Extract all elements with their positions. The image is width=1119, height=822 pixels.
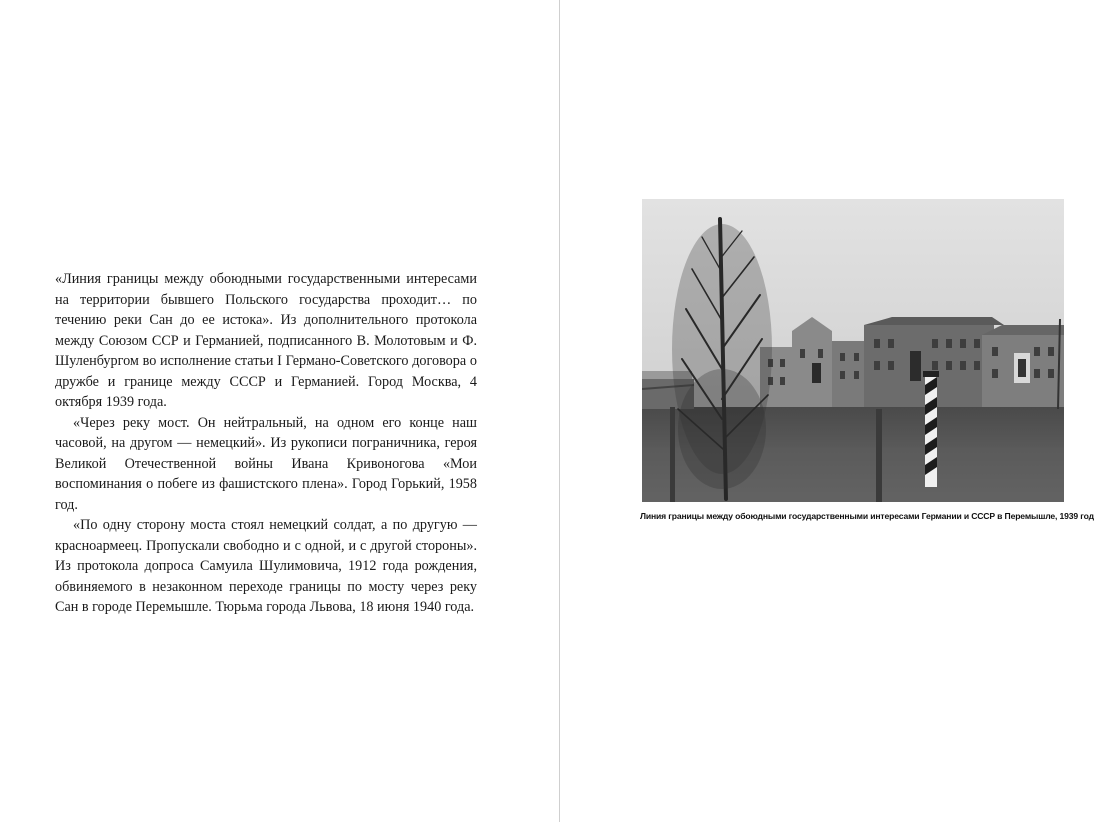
right-page — [560, 0, 1119, 822]
photo-illustration — [642, 199, 1064, 502]
paragraph-1: «Линия границы между обоюдными государственными интересами на территории бывшего Польского государства проходит… по течению реки Сан до ее истока». Из дополнительного протокола между Союзом ССР и Германией, подписанного В. Молотовым и Ф. Шуленбургом во исполнение статьи I Германо-Советского договора о дружбе и границе между СССР и Германией. Город Москва, 4 октября 1939 года. — [55, 271, 477, 410]
paragraph-2: «Через реку мост. Он нейтральный, на одном его конце наш часовой, на другом — немецкий». Из рукописи пограничника, героя Великой Отечественной войны Ивана Кривоногова «Мои воспоминания о побеге из фашистского плена». Город Горький, 1958 год. — [55, 414, 477, 513]
paragraph-3: «По одну сторону моста стоял немецкий солдат, а по другую — красноармеец. Пропускали свободно и с одной, и с другой стороны». Из протокола допроса Самуила Шулимовича, 1912 года рождения, обвиняемого в незаконном переходе границы по мосту через реку Сан в городе Перемышле. Тюрьма города Львова, 18 июня 1940 года. — [55, 517, 477, 615]
left-page — [0, 0, 559, 822]
historical-photo — [642, 199, 1064, 502]
body-text — [55, 269, 477, 618]
photo-caption: Линия границы между обоюдными государственными интересами Германии и СССР в Перемышле, 1939 год — [640, 511, 1094, 521]
